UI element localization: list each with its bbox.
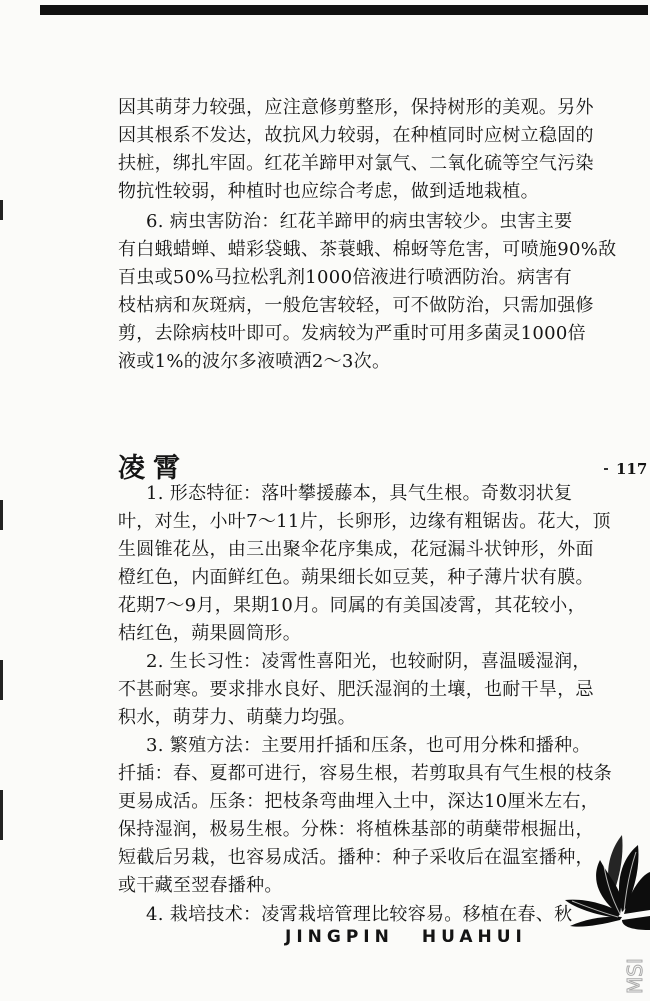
page-number: 117 — [616, 460, 648, 478]
text-line: 液或1%的波尔多液喷洒2～3次。 — [118, 351, 391, 372]
text-line: 枝枯病和灰斑病，一般危害较轻，可不做防治，只需加强修 — [118, 295, 594, 316]
footer-word-huahui: HUAHUI — [421, 927, 527, 947]
text-line: 短截后另栽，也容易成活。播种：种子采收后在温室播种， — [118, 847, 594, 868]
text-line: 花期7～9月，果期10月。同属的有美国凌霄，其花较小， — [118, 595, 586, 616]
text-line: 因其根系不发达，故抗风力较弱，在种植同时应树立稳固的 — [118, 125, 594, 146]
footer-word-jingpin: JINGPIN — [285, 927, 394, 947]
text-line: 桔红色，蒴果圆筒形。 — [118, 623, 301, 644]
watermark-logo — [622, 932, 648, 996]
text-line: 4. 栽培技术：凌霄栽培管理比较容易。移植在春、秋 — [146, 904, 573, 925]
scan-edge-mark — [0, 790, 3, 840]
text-line: 不甚耐寒。要求排水良好、肥沃湿润的土壤，也耐干旱，忌 — [118, 679, 594, 700]
flower-illustration — [560, 820, 650, 930]
watermark-text: MSI — [623, 958, 647, 994]
text-line: 因其萌芽力较强，应注意修剪整形，保持树形的美观。另外 — [118, 97, 594, 118]
text-line: 保持湿润，极易生根。分株：将植株基部的萌蘖带根掘出， — [118, 819, 594, 840]
text-line: 2. 生长习性：凌霄性喜阳光，也较耐阴，喜温暖湿润， — [146, 651, 591, 672]
section-heading: 凌霄 — [118, 453, 188, 484]
scan-edge-mark — [0, 200, 3, 220]
text-line: 叶，对生，小叶7～11片，长卵形，边缘有粗锯齿。花大，顶 — [118, 511, 611, 532]
text-line: 生圆锥花丛，由三出聚伞花序集成，花冠漏斗状钟形，外面 — [118, 539, 594, 560]
text-line: 百虫或50%马拉松乳剂1000倍液进行喷洒防治。病害有 — [118, 267, 572, 288]
text-line: 或干藏至翌春播种。 — [118, 875, 283, 896]
text-line: 3. 繁殖方法：主要用扦插和压条，也可用分株和播种。 — [146, 735, 591, 756]
text-line: 剪，去除病枝叶即可。发病较为严重时可用多菌灵1000倍 — [118, 323, 586, 344]
running-footer — [285, 927, 527, 947]
text-line: 1. 形态特征：落叶攀援藤本，具气生根。奇数羽状复 — [146, 483, 573, 504]
page-number-dot — [604, 468, 608, 470]
text-line: 更易成活。压条：把枝条弯曲埋入土中，深达10厘米左右， — [118, 791, 600, 812]
text-line: 物抗性较弱，种植时也应综合考虑，做到适地栽植。 — [118, 181, 539, 202]
text-line: 6. 病虫害防治：红花羊蹄甲的病虫害较少。虫害主要 — [146, 211, 573, 232]
top-border-bar — [40, 5, 648, 15]
text-line: 扦插：春、夏都可进行，容易生根，若剪取具有气生根的枝条 — [118, 763, 613, 784]
text-line: 积水，萌芽力、萌蘖力均强。 — [118, 707, 356, 728]
scan-edge-mark — [0, 500, 3, 530]
scan-edge-mark — [0, 660, 3, 700]
text-line: 有白蛾蜡蝉、蜡彩袋蛾、茶蓑蛾、棉蚜等危害，可喷施90%敌 — [118, 239, 617, 260]
text-line: 扶桩，绑扎牢固。红花羊蹄甲对氯气、二氧化硫等空气污染 — [118, 153, 594, 174]
text-line: 橙红色，内面鲜红色。蒴果细长如豆荚，种子薄片状有膜。 — [118, 567, 594, 588]
